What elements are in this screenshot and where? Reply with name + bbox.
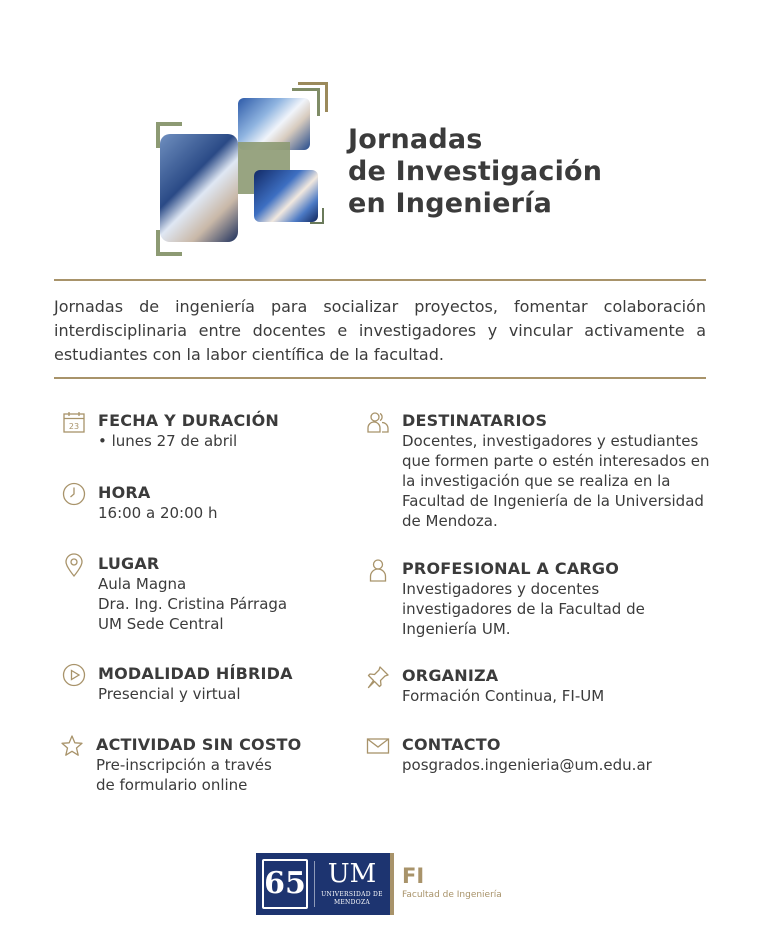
body-line: Facultad de Ingeniería de la Universidad [402,492,704,510]
anniversary-65-mark: 65 [262,859,308,909]
fi-logo-subtitle: Facultad de Ingeniería [402,890,502,900]
block-body [98,503,217,523]
calendar-icon [62,410,86,434]
block-title: LUGAR [98,554,160,573]
body-line: Dra. Ing. Cristina Párraga [98,595,288,613]
mail-icon [366,734,390,758]
block-body [98,574,287,634]
block-title: HORA [98,483,151,502]
block-title: FECHA Y DURACIÓN [98,411,279,430]
info-block-organiza [366,665,711,709]
photo-engineer-tablet [160,134,238,242]
photo-computer-lab [254,170,318,222]
intro-paragraph: Jornadas de ingeniería para socializar proyectos, fomentar colaboración interdisciplinaria entre docentes e investigadores y vincular activamente a estudiantes con la labor científica de la facultad. [54,297,706,364]
info-block-hora [62,482,362,526]
body-line: de Mendoza. [402,512,498,530]
um-logo-text: UM [327,859,377,889]
body-line: que formen parte o estén interesados en [402,452,710,470]
calendar-day-number: 23 [68,422,80,431]
group-icon [366,410,390,434]
star-icon [60,734,84,758]
body-line: Formación Continua, FI-UM [402,687,605,705]
info-block-destinatarios [366,410,711,534]
fi-logo-text: FI [402,864,425,888]
block-body[interactable] [402,755,652,775]
body-line: investigadores de la Facultad de [402,600,645,618]
logo-divider [314,861,315,907]
person-icon [366,558,390,582]
body-line: Aula Magna [98,575,187,593]
block-body [402,579,645,639]
decorative-frame [310,208,324,224]
location-pin-icon [62,553,86,577]
body-line: Ingeniería UM. [402,620,511,638]
body-line: • lunes 27 de abril [98,432,238,450]
block-body [96,755,272,795]
info-block-lugar [62,553,362,637]
body-line: Investigadores y docentes [402,580,600,598]
page-title [348,124,602,220]
title-line: Jornadas [348,124,483,155]
block-title: ORGANIZA [402,666,499,685]
block-title: MODALIDAD HÍBRIDA [98,664,293,683]
contact-email-link[interactable]: posgrados.ingenieria@um.edu.ar [402,756,652,774]
body-line: de formulario online [96,776,248,794]
pushpin-icon [366,665,390,689]
fi-logo-bar [390,853,394,915]
decorative-frame [156,122,182,148]
body-line: Presencial y virtual [98,685,241,703]
title-line: en Ingeniería [348,188,553,219]
block-body [402,686,604,706]
divider [54,377,706,379]
body-line: Docentes, investigadores y estudiantes [402,432,699,450]
info-block-fecha [62,410,362,460]
info-block-profesional [366,558,711,642]
block-title: PROFESIONAL A CARGO [402,559,620,578]
block-title: DESTINATARIOS [402,411,548,430]
block-title: CONTACTO [402,735,501,754]
universidad-de-mendoza-logo [256,853,390,915]
title-line: de Investigación [348,156,603,187]
body-line: 16:00 a 20:00 h [98,504,218,522]
body-line: Pre-inscripción a través [96,756,272,774]
info-block-modalidad [62,663,362,707]
clock-icon [62,482,86,506]
play-icon [62,663,86,687]
info-block-contacto [366,734,711,778]
um-logo-subtitle: UNIVERSIDAD DE MENDOZA [321,891,383,906]
body-line: la investigación que se realiza en la [402,472,671,490]
divider [54,279,706,281]
block-body [98,431,237,451]
info-block-costo [60,734,360,798]
body-line: UM Sede Central [98,615,224,633]
decorative-frame [156,230,182,256]
header-photo-collage [150,82,330,254]
block-body [98,684,241,704]
block-title: ACTIVIDAD SIN COSTO [96,735,302,754]
block-body [402,431,710,531]
